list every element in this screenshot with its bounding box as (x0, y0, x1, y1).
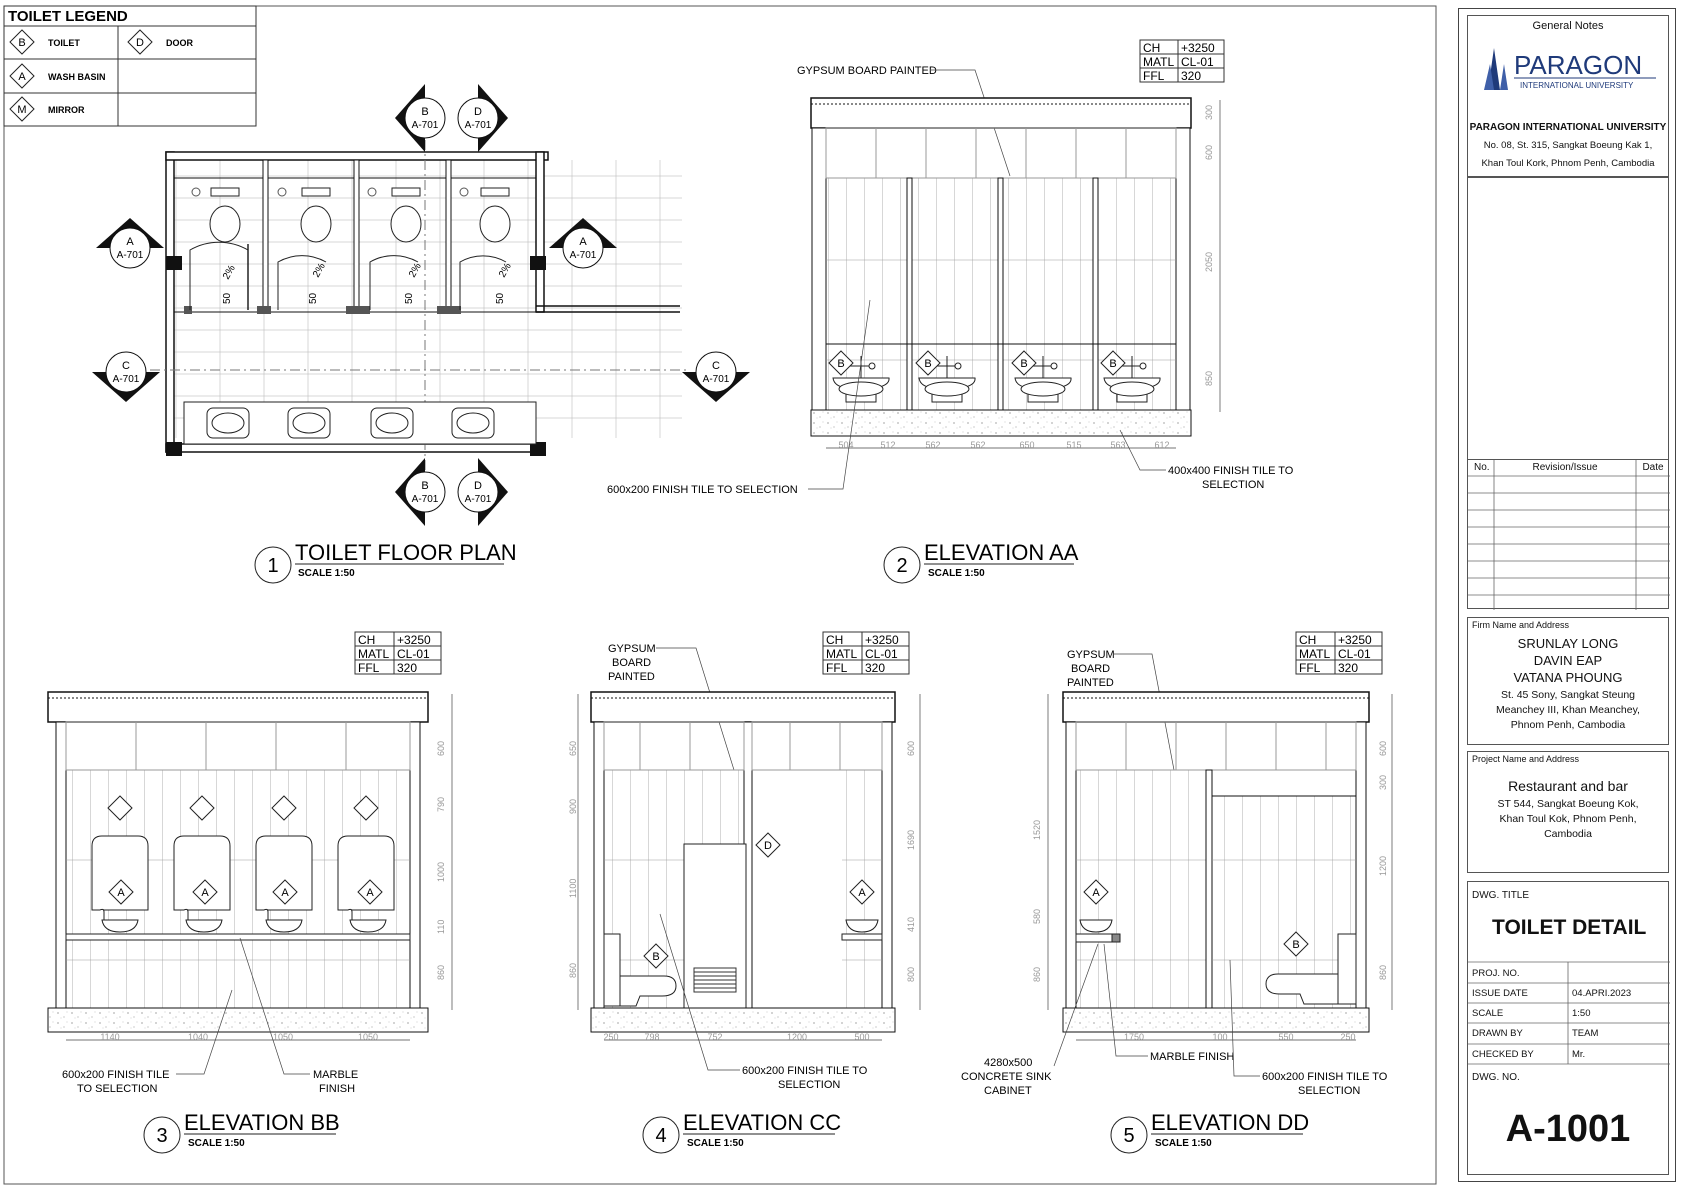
svg-text:1100: 1100 (568, 878, 578, 898)
svg-text:1200: 1200 (1378, 855, 1388, 876)
svg-text:650: 650 (568, 740, 578, 756)
svg-text:860: 860 (436, 964, 446, 980)
svg-text:A: A (366, 887, 374, 899)
university-address-2: Khan Toul Kork, Phnom Penh, Cambodia (1481, 158, 1655, 169)
svg-text:MATL: MATL (1143, 55, 1175, 69)
svg-text:1520: 1520 (1032, 819, 1042, 840)
svg-text:ELEVATION AA: ELEVATION AA (924, 540, 1079, 565)
svg-text:FFL: FFL (1299, 661, 1321, 675)
svg-text:580: 580 (1032, 908, 1042, 924)
legend-tag-a: A (18, 71, 26, 83)
slope-label-1: 2% (221, 263, 238, 282)
section-marker-a-left (96, 218, 164, 268)
svg-text:D: D (474, 480, 482, 492)
legend-label-toilet: TOILET (48, 38, 80, 48)
svg-text:1050: 1050 (357, 1032, 379, 1042)
svg-text:320: 320 (397, 661, 418, 675)
svg-text:SCALE 1:50: SCALE 1:50 (687, 1138, 744, 1149)
svg-text:TOILET FLOOR PLAN: TOILET FLOOR PLAN (295, 540, 517, 565)
svg-text:SCALE 1:50: SCALE 1:50 (188, 1138, 245, 1149)
svg-text:300: 300 (1378, 774, 1388, 790)
svg-text:CL-01: CL-01 (1181, 55, 1214, 69)
issue-date-value: 04.APRI.2023 (1572, 988, 1632, 999)
note-gypsum-aa: GYPSUM BOARD PAINTED (797, 65, 937, 77)
legend-label-mirror: MIRROR (48, 105, 85, 115)
svg-text:1040: 1040 (187, 1032, 209, 1042)
svg-text:5: 5 (1123, 1125, 1135, 1147)
project-name: Restaurant and bar (1508, 778, 1628, 794)
dwg-title-label: DWG. TITLE (1472, 890, 1530, 901)
note-gypsum-cc-3: PAINTED (608, 671, 655, 683)
scale-label: SCALE (1472, 1008, 1504, 1019)
svg-text:600: 600 (436, 740, 446, 756)
legend-label-wash-basin: WASH BASIN (48, 72, 106, 82)
scale-value: 1:50 (1572, 1008, 1591, 1019)
svg-text:B: B (652, 951, 660, 963)
svg-text:500: 500 (854, 1032, 870, 1042)
ceiling-tag-cc (823, 632, 909, 675)
project-address-3: Cambodia (1544, 828, 1592, 840)
svg-text:1140: 1140 (100, 1032, 120, 1042)
issue-date-label: ISSUE DATE (1472, 988, 1528, 999)
svg-text:600: 600 (1378, 740, 1388, 756)
svg-text:250: 250 (603, 1032, 619, 1042)
elevation-bb (48, 632, 452, 1095)
note-marble-dd: MARBLE FINISH (1150, 1051, 1235, 1063)
svg-text:PARAGON: PARAGON (1514, 50, 1643, 80)
svg-text:A: A (126, 236, 134, 248)
svg-text:ELEVATION DD: ELEVATION DD (1151, 1110, 1310, 1135)
note-marble-bb-2: FINISH (319, 1083, 356, 1095)
svg-text:SCALE 1:50: SCALE 1:50 (928, 568, 985, 579)
section-marker-c-right (682, 352, 750, 402)
svg-text:+3250: +3250 (397, 633, 431, 647)
dwg-no: A-1001 (1505, 1108, 1631, 1150)
svg-text:ELEVATION CC: ELEVATION CC (683, 1110, 842, 1135)
toilet-legend (4, 6, 256, 126)
drain-label-2: 50 (308, 292, 319, 304)
svg-text:CL-01: CL-01 (865, 647, 898, 661)
drawing-title-3 (144, 1110, 340, 1153)
svg-text:790: 790 (436, 796, 446, 812)
svg-text:D: D (764, 840, 772, 852)
svg-text:1000: 1000 (436, 861, 446, 882)
note-tile-600-aa: 600x200 FINISH TILE TO SELECTION (607, 484, 798, 496)
svg-text:562: 562 (970, 440, 986, 450)
general-notes-box (1467, 15, 1669, 177)
svg-text:A-701: A-701 (112, 374, 140, 385)
svg-text:1750: 1750 (1123, 1032, 1145, 1042)
ceiling-tag-dd (1296, 632, 1382, 675)
drain-label-1: 50 (222, 292, 233, 304)
firm-address-3: Phnom Penh, Cambodia (1510, 719, 1626, 731)
svg-text:600: 600 (1204, 144, 1214, 160)
note-tile-600-dd-1: 600x200 FINISH TILE TO (1262, 1071, 1388, 1083)
project-address-1: ST 544, Sangkat Boeung Kok, (1497, 798, 1639, 810)
note-cabinet-dd-1: 4280x500 (984, 1057, 1033, 1069)
svg-text:MATL: MATL (826, 647, 858, 661)
svg-text:515: 515 (1066, 440, 1082, 450)
svg-text:600: 600 (906, 740, 916, 756)
drawn-by-label: DRAWN BY (1472, 1028, 1523, 1039)
svg-text:CH: CH (826, 633, 844, 647)
revision-no-header: No. (1474, 462, 1490, 473)
section-marker-c-left (92, 352, 160, 402)
svg-text:D: D (474, 106, 482, 118)
university-name: PARAGON INTERNATIONAL UNIVERSITY (1469, 122, 1667, 133)
svg-text:A: A (281, 887, 289, 899)
svg-text:B: B (421, 106, 429, 118)
university-address-1: No. 08, St. 315, Sangkat Boeung Kak 1, (1483, 140, 1653, 151)
dwg-title: TOILET DETAIL (1492, 916, 1647, 939)
firm-name-1: SRUNLAY LONG (1517, 636, 1619, 651)
svg-text:B: B (1292, 939, 1300, 951)
svg-text:CL-01: CL-01 (1338, 647, 1371, 661)
revision-date-header: Date (1642, 462, 1664, 473)
firm-label: Firm Name and Address (1472, 620, 1570, 630)
svg-text:FFL: FFL (826, 661, 848, 675)
note-cabinet-dd-3: CABINET (984, 1085, 1032, 1097)
note-tile-400-aa-1: 400x400 FINISH TILE TO (1168, 465, 1294, 477)
elevation-aa (607, 40, 1294, 496)
svg-text:320: 320 (1338, 661, 1359, 675)
legend-tag-m: M (17, 104, 27, 116)
note-tile-600-bb-1: 600x200 FINISH TILE (62, 1069, 170, 1081)
svg-text:+3250: +3250 (865, 633, 899, 647)
svg-text:C: C (122, 360, 130, 372)
ceiling-tag-aa (1140, 40, 1224, 83)
svg-text:A: A (201, 887, 209, 899)
svg-text:2: 2 (896, 555, 908, 577)
svg-text:+3250: +3250 (1338, 633, 1372, 647)
svg-text:550: 550 (1278, 1032, 1294, 1042)
svg-text:B: B (1020, 358, 1028, 370)
section-marker-b-bottom (395, 458, 445, 526)
svg-text:C: C (712, 360, 720, 372)
project-label: Project Name and Address (1472, 754, 1580, 764)
legend-tag-d: D (136, 37, 144, 49)
svg-text:860: 860 (1378, 964, 1388, 980)
legend-tag-b: B (18, 37, 26, 49)
svg-text:3: 3 (156, 1125, 168, 1147)
svg-text:4: 4 (655, 1125, 667, 1147)
firm-name-2: DAVIN EAP (1533, 653, 1603, 668)
svg-text:B: B (1109, 358, 1117, 370)
svg-text:B: B (421, 480, 429, 492)
svg-text:110: 110 (436, 919, 446, 934)
elevation-dd (961, 632, 1392, 1097)
note-tile-600-bb-2: TO SELECTION (77, 1083, 158, 1095)
drawing-title-1 (255, 540, 517, 583)
svg-text:A-701: A-701 (411, 494, 439, 505)
toilet-floor-plan (92, 84, 750, 526)
general-notes-label: General Notes (1532, 20, 1604, 32)
slope-label-2: 2% (311, 261, 328, 280)
project-address-2: Khan Toul Kok, Phnom Penh, (1499, 813, 1637, 825)
note-gypsum-cc-2: BOARD (612, 657, 652, 669)
drain-label-4: 50 (495, 292, 506, 304)
svg-text:650: 650 (1019, 440, 1035, 450)
section-marker-d-bottom (458, 458, 508, 526)
svg-text:850: 850 (1204, 370, 1214, 386)
svg-text:INTERNATIONAL UNIVERSITY: INTERNATIONAL UNIVERSITY (1520, 81, 1634, 90)
svg-text:300: 300 (1204, 104, 1214, 120)
svg-text:A: A (579, 236, 587, 248)
svg-text:A: A (117, 887, 125, 899)
svg-text:504: 504 (838, 440, 854, 450)
svg-text:752: 752 (707, 1032, 723, 1042)
notes-area (1467, 177, 1669, 469)
dwg-no-label: DWG. NO. (1472, 1072, 1520, 1083)
svg-text:1050: 1050 (272, 1032, 294, 1042)
svg-text:512: 512 (880, 440, 896, 450)
proj-no-label: PROJ. NO. (1472, 968, 1520, 979)
svg-text:A-701: A-701 (702, 374, 730, 385)
svg-text:410: 410 (906, 916, 916, 932)
svg-text:A-701: A-701 (116, 250, 144, 261)
svg-text:100: 100 (1212, 1032, 1228, 1042)
paragon-logo (1480, 42, 1658, 94)
svg-text:1: 1 (267, 555, 279, 577)
svg-text:MATL: MATL (1299, 647, 1331, 661)
svg-text:B: B (837, 358, 845, 370)
svg-text:CH: CH (358, 633, 376, 647)
svg-text:250: 250 (1340, 1032, 1356, 1042)
note-tile-600-cc-2: SELECTION (778, 1079, 841, 1091)
svg-text:ELEVATION BB: ELEVATION BB (184, 1110, 340, 1135)
revision-grid (1468, 460, 1670, 610)
svg-text:+3250: +3250 (1181, 41, 1215, 55)
note-gypsum-cc-1: GYPSUM (608, 643, 656, 655)
note-tile-400-aa-2: SELECTION (1202, 479, 1265, 491)
legend-label-door: DOOR (166, 38, 193, 48)
drawing-title-4 (643, 1110, 841, 1153)
section-marker-b-top (395, 84, 445, 152)
legend-title: TOILET LEGEND (8, 8, 128, 25)
svg-text:SCALE 1:50: SCALE 1:50 (1155, 1138, 1212, 1149)
drawn-by-value: TEAM (1572, 1028, 1599, 1039)
note-gypsum-dd-2: BOARD (1071, 663, 1111, 675)
svg-text:798: 798 (644, 1032, 660, 1042)
firm-name-3: VATANA PHOUNG (1513, 670, 1623, 685)
firm-box (1467, 617, 1669, 745)
svg-text:A: A (1092, 887, 1100, 899)
svg-text:320: 320 (1181, 69, 1202, 83)
svg-text:A-701: A-701 (411, 120, 439, 131)
firm-address-1: St. 45 Sony, Sangkat Steung (1500, 689, 1636, 701)
svg-text:860: 860 (1032, 966, 1042, 982)
university-logo-icon (1480, 42, 1658, 94)
drawing-title-5 (1111, 1110, 1309, 1153)
svg-text:B: B (924, 358, 932, 370)
svg-text:563: 563 (1110, 440, 1126, 450)
svg-text:FFL: FFL (1143, 69, 1165, 83)
note-tile-600-cc-1: 600x200 FINISH TILE TO (742, 1065, 868, 1077)
svg-text:800: 800 (906, 966, 916, 982)
svg-text:612: 612 (1154, 440, 1170, 450)
svg-text:562: 562 (925, 440, 941, 450)
svg-text:860: 860 (568, 962, 578, 978)
elevation-cc (568, 632, 920, 1091)
note-gypsum-dd-1: GYPSUM (1067, 649, 1115, 661)
svg-text:A-701: A-701 (569, 250, 597, 261)
svg-text:1690: 1690 (906, 829, 916, 850)
note-tile-600-dd-2: SELECTION (1298, 1085, 1361, 1097)
svg-text:A: A (858, 887, 866, 899)
section-marker-d-top (458, 84, 508, 152)
svg-text:CL-01: CL-01 (397, 647, 430, 661)
drawing-info-box (1467, 881, 1669, 1175)
svg-text:CH: CH (1143, 41, 1161, 55)
svg-text:900: 900 (568, 798, 578, 814)
checked-by-value: Mr. (1572, 1049, 1586, 1060)
title-block (1458, 8, 1676, 1182)
svg-text:2050: 2050 (1204, 251, 1214, 272)
ceiling-tag-bb (355, 632, 441, 675)
svg-text:1200: 1200 (786, 1032, 808, 1042)
firm-address-2: Meanchey III, Khan Meanchey, (1496, 704, 1640, 716)
drawing-title-2 (884, 540, 1079, 583)
note-gypsum-dd-3: PAINTED (1067, 677, 1114, 689)
svg-text:A-701: A-701 (464, 120, 492, 131)
svg-text:MATL: MATL (358, 647, 390, 661)
project-box (1467, 751, 1669, 873)
slope-label-4: 2% (497, 261, 514, 280)
drain-label-3: 50 (404, 292, 415, 304)
checked-by-label: CHECKED BY (1472, 1049, 1534, 1060)
revision-issue-header: Revision/Issue (1532, 462, 1598, 473)
svg-text:SCALE 1:50: SCALE 1:50 (298, 568, 355, 579)
svg-text:CH: CH (1299, 633, 1317, 647)
svg-text:320: 320 (865, 661, 886, 675)
note-marble-bb-1: MARBLE (313, 1069, 359, 1081)
svg-text:A-701: A-701 (464, 494, 492, 505)
note-cabinet-dd-2: CONCRETE SINK (961, 1071, 1052, 1083)
revision-table (1467, 459, 1669, 609)
slope-label-3: 2% (407, 261, 424, 280)
svg-text:FFL: FFL (358, 661, 380, 675)
